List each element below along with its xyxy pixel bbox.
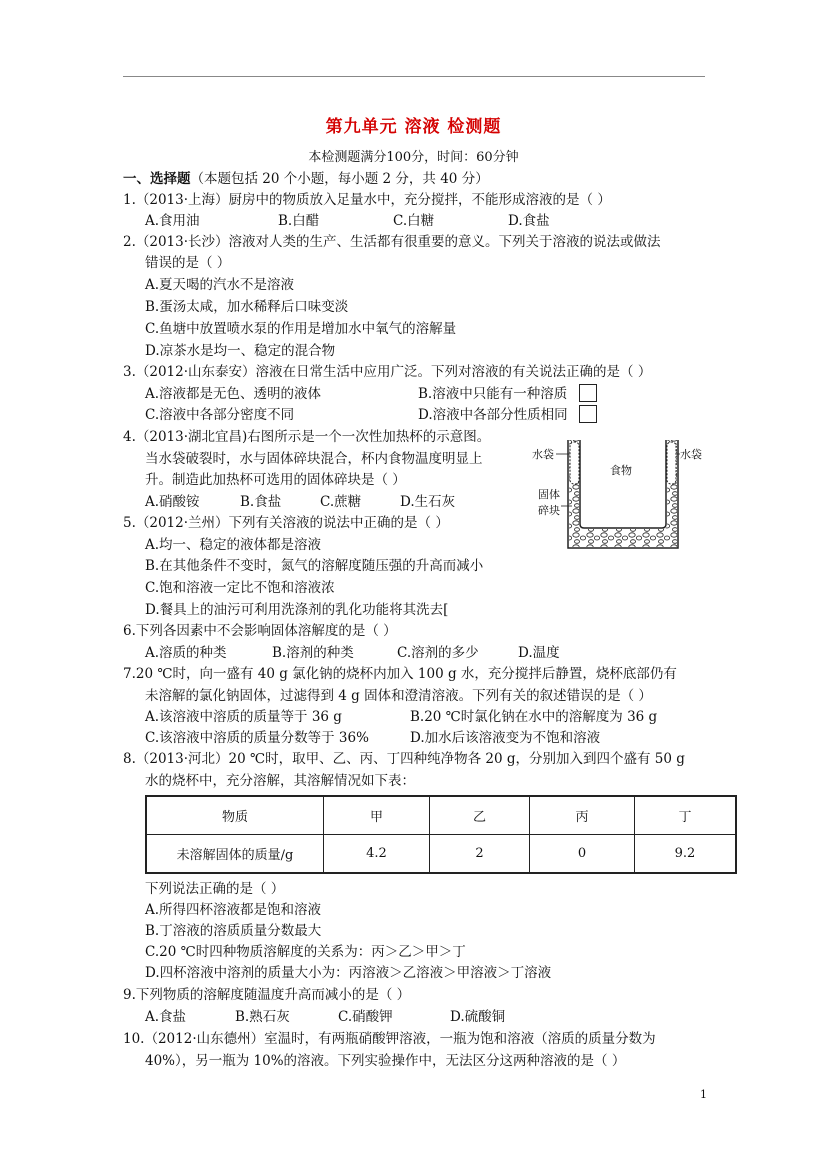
text-line: C.该溶液中溶质的质量分数等于 36% <box>145 730 369 746</box>
figure-label-water-bag: 水袋 <box>680 448 702 461</box>
text-line: C.硝酸钾 <box>338 1009 393 1025</box>
text-line: D.生石灰 <box>400 494 456 510</box>
text-line: 7.20 ℃时，向一盛有 40 g 氯化钠的烧杯内加入 100 g 水，充分搅拌后静置，烧杯底部仍有 <box>123 666 677 682</box>
blank-box <box>579 405 597 423</box>
text-line: B.溶剂的种类 <box>272 645 354 661</box>
text-line: 6.下列各因素中不会影响固体溶解度的是（ ） <box>123 623 397 639</box>
text-line: 40%），另一瓶为 10%的溶液。下列实验操作中，无法区分这两种溶液的是（ ） <box>145 1053 626 1069</box>
text-line: B.溶液中只能有一种溶质 <box>418 386 568 402</box>
page-number: 1 <box>700 1088 707 1101</box>
text-line: 当水袋破裂时，水与固体碎块混合，杯内食物温度明显上 <box>145 451 483 467</box>
text-line: A.硝酸铵 <box>145 494 200 510</box>
text-line: A.溶质的种类 <box>145 645 227 661</box>
table-cell: 物质 <box>146 796 324 835</box>
text-line: 2.（2013·长沙）溶液对人类的生产、生活都有很重要的意义。下列关于溶液的说法或做法 <box>123 234 661 250</box>
table-cell: 0 <box>530 835 635 874</box>
text-line: C.白糖 <box>393 213 435 229</box>
text-line: A.该溶液中溶质的质量等于 36 g <box>145 709 342 725</box>
text-line: 4.（2013·湖北宜昌)右图所示是一个一次性加热杯的示意图。 <box>123 429 491 445</box>
text-line: D.四杯溶液中溶剂的质量大小为：丙溶液＞乙溶液＞甲溶液＞丁溶液 <box>145 965 552 981</box>
table-cell: 4.2 <box>324 835 430 874</box>
text-line: A.夏天喝的汽水不是溶液 <box>145 277 295 293</box>
text-line: B.熟石灰 <box>235 1009 290 1025</box>
text-line: 3.（2012·山东泰安）溶液在日常生活中应用广泛。下列对溶液的有关说法正确的是（ ） <box>123 364 652 380</box>
text-line: 水的烧杯中，充分溶解，其溶解情况如下表： <box>145 773 415 789</box>
text-line: B.在其他条件不变时，氮气的溶解度随压强的升高而减小 <box>145 558 484 574</box>
figure-label-food: 食物 <box>610 464 632 477</box>
text-line: 错误的是（ ） <box>145 255 231 271</box>
table-cell: 甲 <box>324 796 430 835</box>
text-line: A.所得四杯溶液都是饱和溶液 <box>145 902 322 918</box>
text-line: 升。制造此加热杯可选用的固体碎块是（ ） <box>145 472 406 488</box>
text-line: C.溶剂的多少 <box>397 645 479 661</box>
text-line: C.蔗糖 <box>320 494 362 510</box>
header-rule <box>123 76 705 77</box>
text-line: A.食盐 <box>145 1009 187 1025</box>
text-line: A.溶液都是无色、透明的液体 <box>145 386 322 402</box>
heating-cup-figure <box>530 436 710 552</box>
text-line: D.加水后该溶液变为不饱和溶液 <box>410 730 601 746</box>
table-cell: 丁 <box>635 796 737 835</box>
text-line: D.食盐 <box>508 213 550 229</box>
table-cell: 未溶解固体的质量/g <box>146 835 324 874</box>
page-subtitle: 本检测题满分100分，时间：60分钟 <box>308 150 519 165</box>
text-line: 9.下列物质的溶解度随温度升高而减小的是（ ） <box>123 987 411 1003</box>
table-cell: 2 <box>430 835 530 874</box>
text-line: B.食盐 <box>240 494 282 510</box>
figure-label-water-bag: 水袋 <box>532 448 554 461</box>
text-line: B.20 ℃时氯化钠在水中的溶解度为 36 g <box>410 709 658 725</box>
table-header-row <box>146 796 736 835</box>
text-line: D.溶液中各部分性质相同 <box>418 407 568 423</box>
section-note: （本题包括 20 个小题，每小题 2 分，共 40 分） <box>190 171 489 187</box>
section-heading: 一、选择题 <box>123 171 191 187</box>
text-line <box>123 170 489 188</box>
text-line: 未溶解的氯化钠固体，过滤得到 4 g 固体和澄清溶液。下列有关的叙述错误的是（ ） <box>145 688 652 704</box>
table-cell: 9.2 <box>635 835 737 874</box>
text-line: C.20 ℃时四种物质溶解度的关系为：丙＞乙＞甲＞丁 <box>145 944 466 960</box>
text-line: D.凉茶水是均一、稳定的混合物 <box>145 343 336 359</box>
text-line: B.白醋 <box>278 213 320 229</box>
text-line: 5.（2012·兰州）下列有关溶液的说法中正确的是（ ） <box>123 515 449 531</box>
figure-label-solid: 固体 <box>538 488 560 501</box>
table-cell: 丙 <box>530 796 635 835</box>
text-line: C.鱼塘中放置喷水泵的作用是增加水中氧气的溶解量 <box>145 321 457 337</box>
text-line: C.饱和溶液一定比不饱和溶液浓 <box>145 580 335 596</box>
text-line: B.丁溶液的溶质质量分数最大 <box>145 923 322 939</box>
table-cell: 乙 <box>430 796 530 835</box>
text-line: 1.（2013·上海）厨房中的物质放入足量水中，充分搅拌，不能形成溶液的是（ ） <box>123 192 611 208</box>
text-line: A.食用油 <box>145 213 200 229</box>
table-row <box>146 835 736 874</box>
text-line: A.均一、稳定的液体都是溶液 <box>145 537 322 553</box>
page-title: 第九单元 溶液 检测题 <box>325 117 502 137</box>
blank-box <box>579 384 597 402</box>
text-line: D.餐具上的油污可利用洗涤剂的乳化功能将其洗去[ <box>145 602 449 618</box>
figure-label-solid: 碎块 <box>538 504 560 517</box>
text-line: 8.（2013·河北）20 ℃时，取甲、乙、丙、丁四种纯净物各 20 g，分别加入到四个盛有 50 g <box>123 751 685 767</box>
text-line: C.溶液中各部分密度不同 <box>145 407 295 423</box>
text-line: 下列说法正确的是（ ） <box>145 881 285 897</box>
text-line: 10.（2012·山东德州）室温时，有两瓶硝酸钾溶液，一瓶为饱和溶液（溶质的质量分数为 <box>123 1031 656 1047</box>
text-line: B.蛋汤太咸，加水稀释后口味变淡 <box>145 299 349 315</box>
text-line: D.温度 <box>518 645 560 661</box>
solubility-table <box>145 795 737 874</box>
text-line: D.硫酸铜 <box>450 1009 506 1025</box>
